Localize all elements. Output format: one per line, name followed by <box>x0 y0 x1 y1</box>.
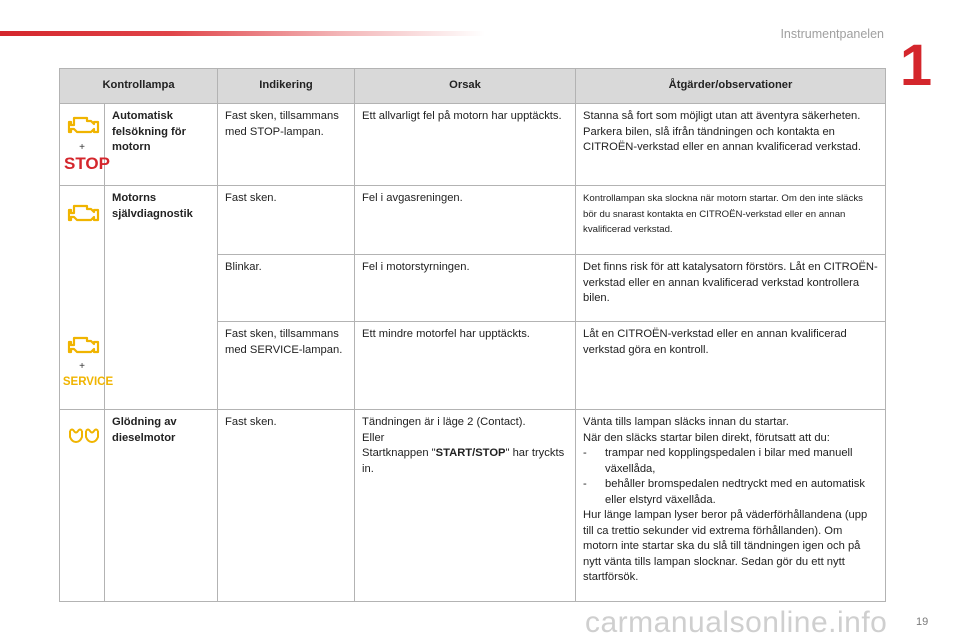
list-text: trampar ned kopplingspedalen i bilar med manuell växellåda, <box>605 447 853 475</box>
action-line: Hur länge lampan lyser beror på väderförhållandena (upp till ca trettio sekunder vid extrema förhållanden). Om motorn inte startar ska du slå till tändningen igen och på nytt vänta tills lampan slocknar. Sedan gör du ett nytt startförsök. <box>583 509 868 583</box>
plus-sign: + <box>79 141 85 153</box>
indication-cell: Fast sken, tillsammans med STOP-lampan. <box>218 104 355 186</box>
start-stop-label: START/STOP <box>435 447 506 459</box>
action-cell: Det finns risk för att katalysatorn förstörs. Låt en CITROËN-verkstad eller en annan kvalificerad verkstad kontrollera bilen. <box>576 255 886 322</box>
table-row <box>60 186 886 255</box>
stop-lamp-icon <box>64 153 110 173</box>
engine-warning-icon <box>67 115 101 137</box>
lamp-name: Motorns självdiagnostik <box>105 186 218 410</box>
lamp-cell <box>60 104 110 186</box>
action-line: Vänta tills lampan släcks innan du startar. <box>583 416 789 428</box>
column-header-indication: Indikering <box>218 69 355 104</box>
cause-text: Startknappen " <box>362 447 436 459</box>
plus-sign: + <box>79 361 85 372</box>
indication-cell: Blinkar. <box>218 255 355 322</box>
cause-line: Eller <box>362 431 385 444</box>
action-cell: Kontrollampan ska slockna när motorn startar. Om den inte släcks bör du snarast kontakta en CITROËN-verkstad eller en annan kvalificerad verkstad. <box>576 186 886 255</box>
service-lamp-icon <box>62 373 114 388</box>
section-title: Instrumentpanelen <box>780 27 884 41</box>
cause-cell: Ett mindre motorfel har upptäckts. <box>355 322 576 410</box>
lamp-name: Glödning av dieselmotor <box>105 410 218 602</box>
table-row <box>60 104 886 186</box>
cause-text: " har tryckts in. <box>362 447 565 475</box>
engine-warning-icon <box>67 335 101 357</box>
column-header-cause: Orsak <box>355 69 576 104</box>
cause-line: Tändningen är i läge 2 (Contact). <box>362 416 526 428</box>
chapter-color-bar <box>0 31 485 36</box>
table-row <box>60 410 886 602</box>
chapter-number: 1 <box>899 33 933 98</box>
column-header-action: Åtgärder/observationer <box>576 69 886 104</box>
lamp-cell <box>60 410 105 602</box>
table-header-row <box>60 69 886 104</box>
lamp-cell <box>60 186 114 410</box>
list-item <box>583 477 878 508</box>
cause-cell: Fel i avgasreningen. <box>355 186 576 255</box>
column-header-lamp: Kontrollampa <box>60 69 218 104</box>
indication-cell: Fast sken. <box>218 410 355 602</box>
cause-line <box>362 446 568 477</box>
list-dash: - <box>583 478 587 490</box>
watermark: carmanualsonline.info <box>585 606 888 639</box>
indication-cell: Fast sken, tillsammans med SERVICE-lampan. <box>218 322 355 410</box>
list-dash: - <box>583 447 587 459</box>
engine-warning-icon <box>67 203 101 225</box>
cause-cell: Ett allvarligt fel på motorn har upptäckts. <box>355 104 576 186</box>
list-text: behåller bromspedalen nedtryckt med en automatisk eller elstyrd växellåda. <box>605 478 865 506</box>
action-cell <box>576 410 886 602</box>
action-cell: Låt en CITROËN-verkstad eller en annan kvalificerad verkstad göra en kontroll. <box>576 322 886 410</box>
warning-lamp-table <box>59 68 886 602</box>
action-line: När den släcks startar bilen direkt, förutsatt att du: <box>583 431 830 444</box>
indication-cell: Fast sken. <box>218 186 355 255</box>
stop-lamp-text: STOP <box>64 153 110 173</box>
glow-plug-icon <box>67 427 101 445</box>
service-lamp-text: SERVICE <box>62 376 114 388</box>
action-cell: Stanna så fort som möjligt utan att äventyra säkerheten. Parkera bilen, slå ifrån tändningen och kontakta en CITROËN-verkstad eller en annan kvalificerad verkstad. <box>576 104 886 186</box>
cause-cell <box>355 410 576 602</box>
page-number: 19 <box>916 616 929 628</box>
lamp-name: Automatisk felsökning för motorn <box>105 104 218 186</box>
list-item <box>583 446 878 477</box>
cause-cell: Fel i motorstyrningen. <box>355 255 576 322</box>
